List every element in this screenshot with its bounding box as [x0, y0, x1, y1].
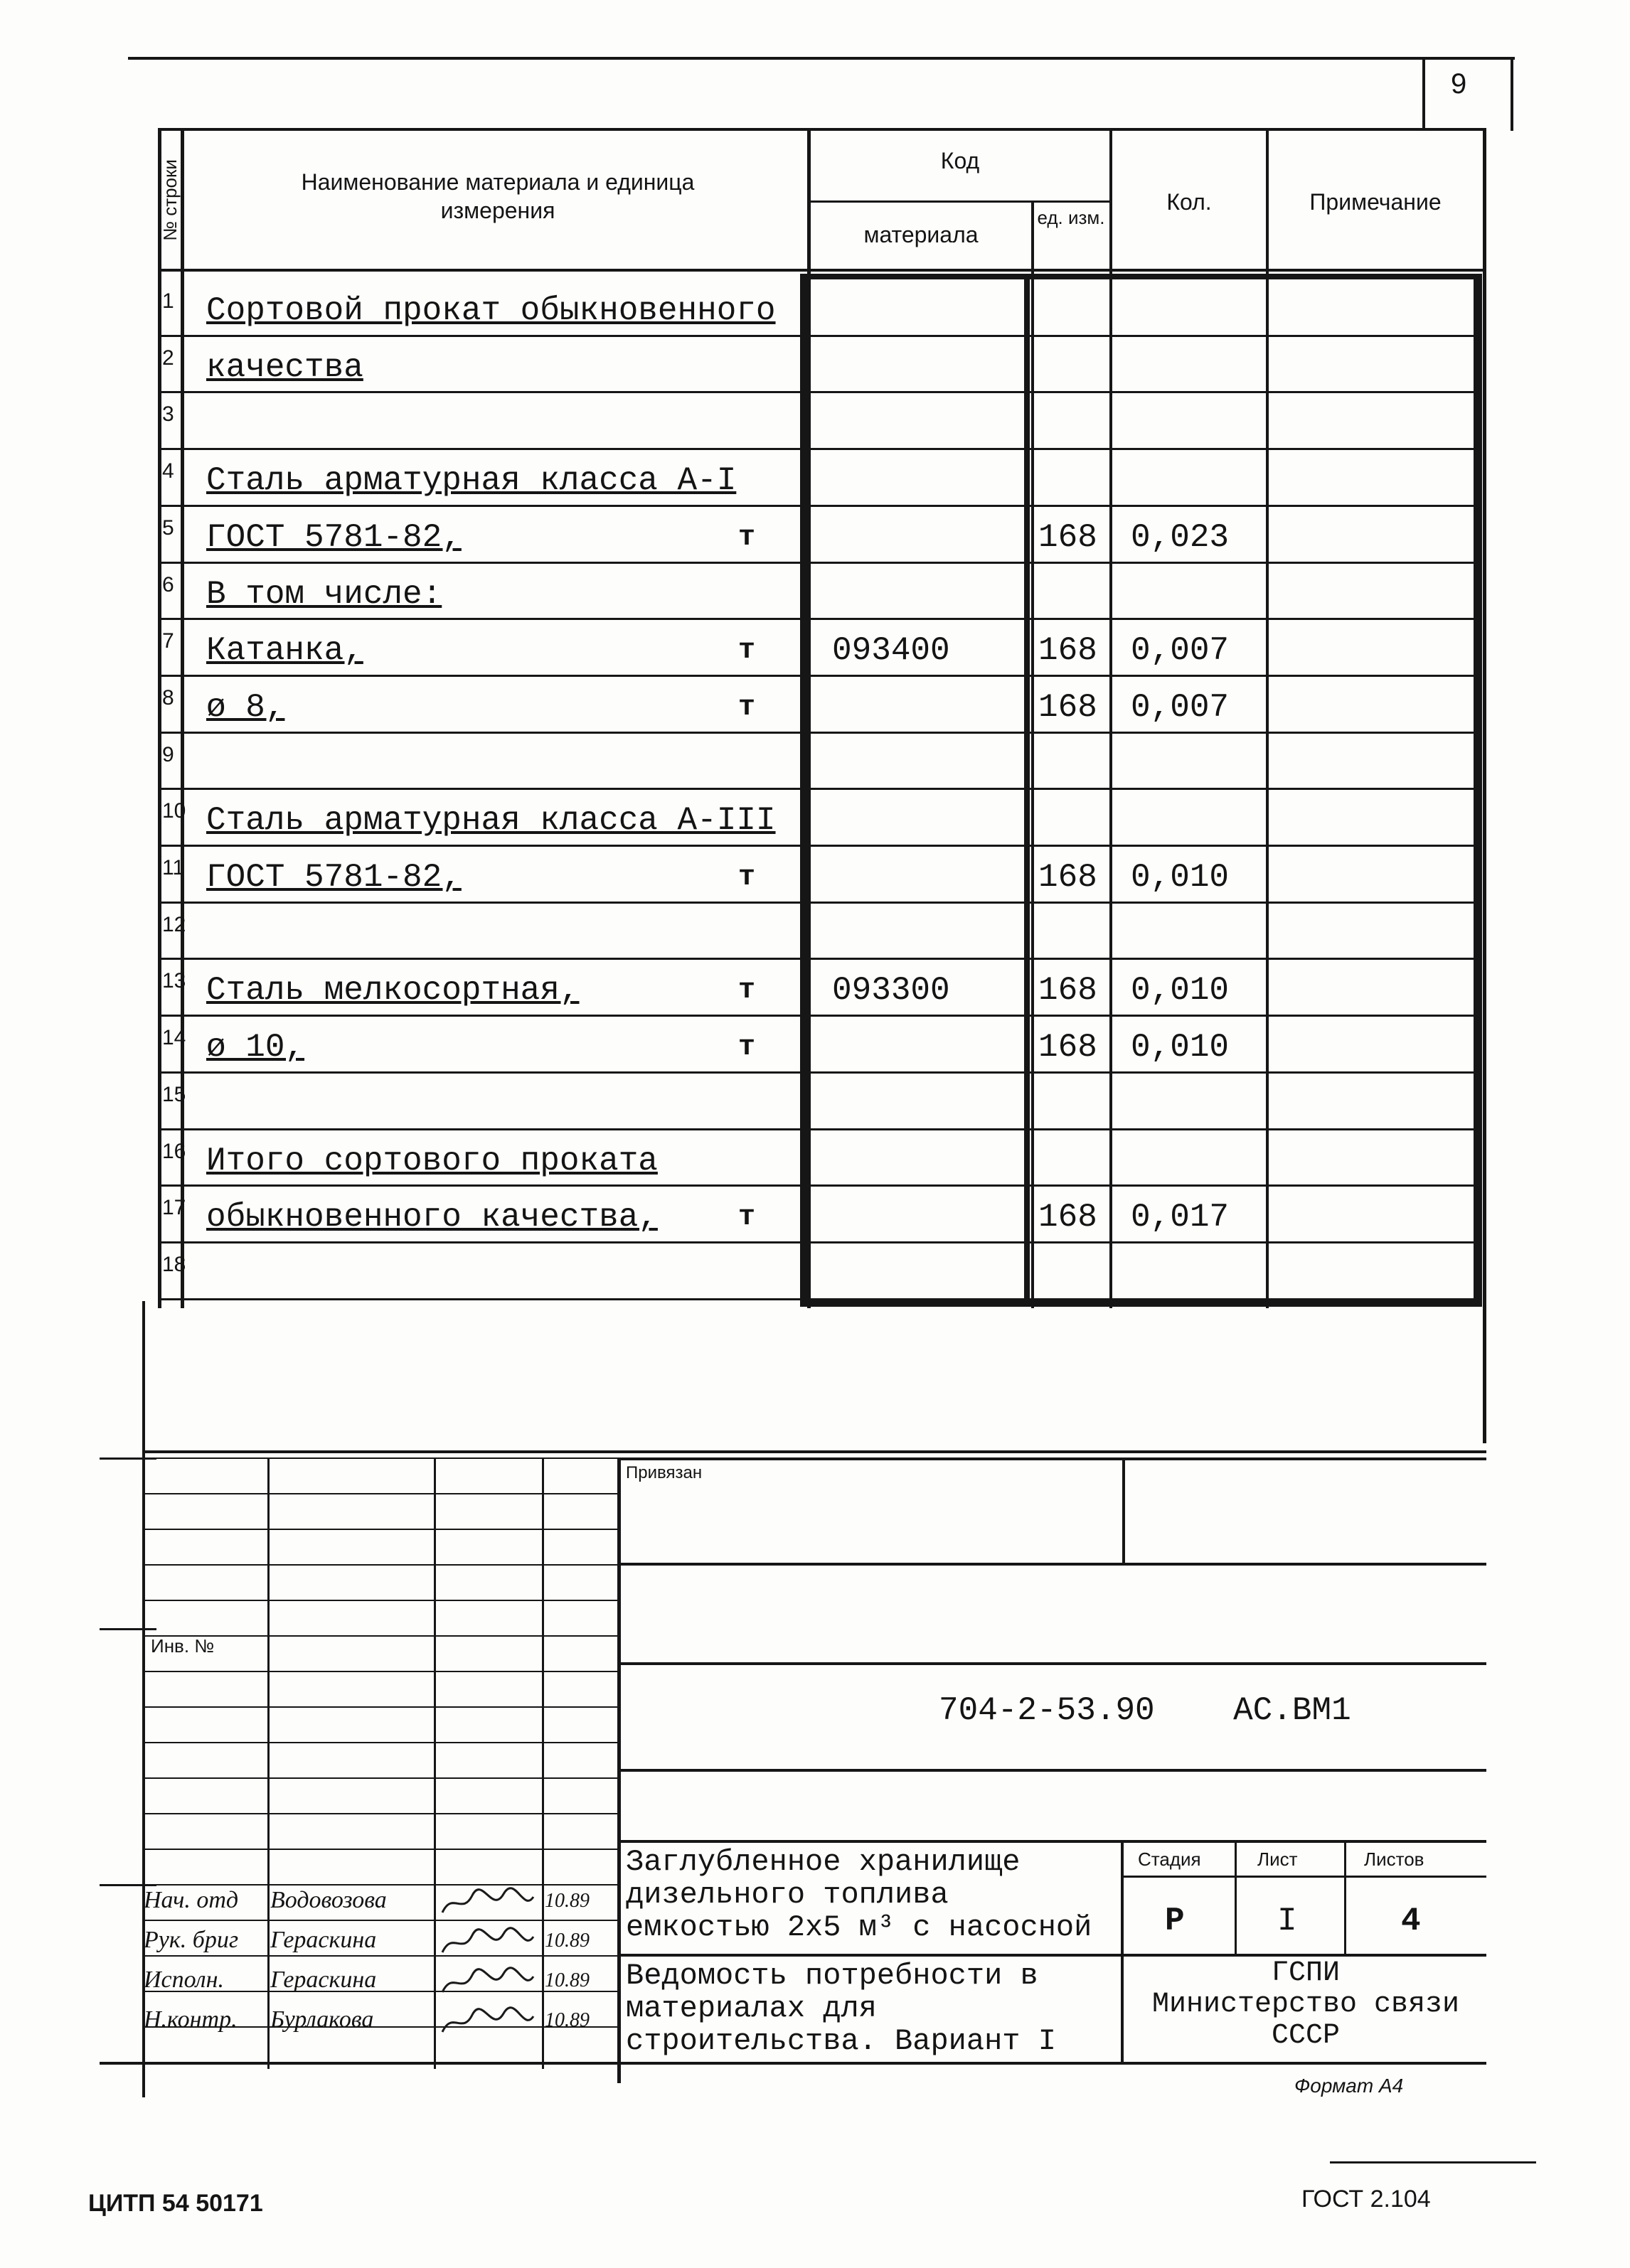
row-number-header [159, 131, 181, 269]
signer-name: Гераскина [270, 1927, 377, 1953]
row-number: 10 [162, 799, 186, 823]
material-unit: т [738, 975, 756, 1007]
quantity: 0,010 [1131, 1029, 1230, 1066]
row-divider [158, 448, 1479, 450]
stamp-row-line [142, 1849, 619, 1850]
signer-name: Гераскина [270, 1967, 377, 1993]
stamp-row-line [142, 1813, 619, 1814]
material-unit: т [738, 1032, 756, 1064]
stamp-row-line [142, 1706, 619, 1708]
row-divider [158, 788, 1479, 790]
material-unit: т [738, 635, 756, 667]
material-name: В том числе: [206, 576, 442, 613]
stage-value: Р [1165, 1903, 1185, 1940]
unit-code: 168 [1038, 1199, 1097, 1236]
material-name: Катанка, [206, 632, 363, 669]
material-name: ГОСТ 5781-82, [206, 859, 462, 896]
row-divider [158, 1184, 1479, 1187]
signer-date: 10.89 [545, 2009, 590, 2031]
row-number: 1 [162, 289, 174, 313]
privyazan-label: Привязан [626, 1463, 703, 1482]
material-code: 093300 [832, 972, 950, 1009]
material-name: Сталь мелкосортная, [206, 972, 580, 1009]
row-number: 15 [162, 1083, 186, 1106]
signature-mark [438, 1967, 538, 2003]
row-number: 2 [162, 346, 174, 370]
row-number: 13 [162, 969, 186, 993]
row-divider [158, 1128, 1479, 1130]
stamp-row-line [142, 1884, 619, 1885]
sheet-value: I [1277, 1903, 1297, 1940]
material-name: Сталь арматурная класса А-I [206, 462, 737, 499]
stamp-row-line [142, 1671, 619, 1672]
row-divider [158, 505, 1479, 507]
unit-code: 168 [1038, 689, 1097, 726]
organization-line-2: Министерство связи [1151, 1989, 1460, 2021]
quantity: 0,023 [1131, 519, 1230, 556]
row-number: 4 [162, 459, 174, 483]
row-divider [158, 618, 1479, 620]
quantity: 0,017 [1131, 1199, 1230, 1236]
material-unit: т [738, 1202, 756, 1234]
stamp-row-line [142, 1777, 619, 1779]
object-title-line-3: емкостью 2х5 м³ с насосной [626, 1910, 1092, 1945]
row-number: 18 [162, 1253, 186, 1276]
stage-label: Стадия [1138, 1849, 1201, 1870]
unit-code: 168 [1038, 859, 1097, 896]
stamp-row-line [142, 1493, 619, 1494]
row-number: 7 [162, 629, 174, 653]
organization-line-1: ГСПИ [1271, 1957, 1340, 1989]
row-divider [158, 675, 1479, 677]
signer-name: Водовозова [270, 1887, 387, 1913]
unit-code: 168 [1038, 1029, 1097, 1066]
sheets-label: Листов [1364, 1849, 1424, 1870]
signature-mark [438, 1927, 538, 1963]
unit-code-header: ед. изм. [1037, 207, 1105, 228]
signer-role: Рук. бриг [144, 1927, 239, 1953]
row-number: 11 [162, 856, 185, 879]
stamp-row-line [142, 1529, 619, 1530]
material-name: ø 8, [206, 689, 285, 726]
signer-date: 10.89 [545, 1969, 590, 1991]
signature-mark [438, 2006, 538, 2043]
sheet-title-line-2: материалах для [626, 1991, 877, 2026]
row-divider [158, 562, 1479, 564]
row-divider [158, 391, 1479, 393]
material-unit: т [738, 522, 756, 554]
material-name: обыкновенного качества, [206, 1199, 658, 1236]
material-unit: т [738, 692, 756, 724]
signer-date: 10.89 [545, 1930, 590, 1952]
material-name: Сортовой прокат обыкновенного [206, 292, 776, 329]
material-name: ø 10, [206, 1029, 305, 1066]
row-number: 17 [162, 1196, 186, 1219]
quantity: 0,007 [1131, 689, 1230, 726]
stamp-row-line [142, 1920, 619, 1921]
footer-left: ЦИТП 54 50171 [88, 2190, 263, 2217]
signer-role: Н.контр. [144, 2006, 238, 2033]
row-number: 8 [162, 686, 174, 710]
sheet-title-line-1: Ведомость потребности в [626, 1959, 1038, 1993]
signer-role: Нач. отд [144, 1887, 239, 1913]
stamp-row-line [142, 1564, 619, 1566]
note-header: Примечание [1309, 189, 1442, 215]
quantity: 0,007 [1131, 632, 1230, 669]
stamp-row-line [142, 1457, 619, 1459]
row-number: 16 [162, 1140, 186, 1163]
material-name: ГОСТ 5781-82, [206, 519, 462, 556]
row-number: 3 [162, 402, 174, 426]
row-number: 12 [162, 913, 186, 936]
signature-mark [438, 1887, 538, 1923]
stamp-row-line [142, 1600, 619, 1601]
quantity: 0,010 [1131, 972, 1230, 1009]
unit-code: 168 [1038, 519, 1097, 556]
row-number-header-label: № строки [159, 159, 181, 241]
signer-role: Исполн. [144, 1967, 224, 1993]
stamp-row-line [142, 1955, 619, 1957]
row-divider [158, 1298, 1479, 1300]
organization-line-3: СССР [1271, 2020, 1340, 2052]
row-divider [158, 958, 1479, 960]
row-divider [158, 335, 1479, 337]
sheets-value: 4 [1401, 1903, 1421, 1940]
quantity: 0,010 [1131, 859, 1230, 896]
object-title [626, 1846, 1092, 1944]
row-divider [158, 902, 1479, 904]
unit-code: 168 [1038, 632, 1097, 669]
row-number: 5 [162, 516, 174, 540]
unit-code: 168 [1038, 972, 1097, 1009]
material-name: качества [206, 349, 363, 386]
name-column-header: Наименование материала и единица измерения [301, 169, 695, 223]
row-divider [158, 1071, 1479, 1074]
sheet-title-line-3: строительства. Вариант I [626, 2024, 1056, 2058]
stamp-row-line [142, 1742, 619, 1743]
inventory-number-label: Инв. № [151, 1635, 215, 1657]
row-divider [158, 845, 1479, 847]
material-name: Сталь арматурная класса А-III [206, 802, 776, 839]
material-unit: т [738, 862, 756, 894]
sheet-title [626, 1959, 1056, 2058]
signer-name: Бурлакова [270, 2006, 374, 2033]
sheet-label: Лист [1257, 1849, 1298, 1870]
row-divider [158, 1015, 1479, 1017]
signer-date: 10.89 [545, 1890, 590, 1912]
code-column-header: Код [940, 148, 980, 173]
row-divider [158, 1241, 1479, 1243]
document-code: 704-2-53.90 АС.ВМ1 [939, 1692, 1351, 1729]
format-label: Формат А4 [1294, 2075, 1404, 2097]
material-code-header: материала [863, 222, 979, 247]
page-number: 9 [1451, 68, 1467, 100]
row-number: 14 [162, 1026, 186, 1049]
row-divider [158, 732, 1479, 734]
material-code: 093400 [832, 632, 950, 669]
row-number: 6 [162, 573, 174, 597]
row-number: 9 [162, 743, 174, 766]
object-title-line-1: Заглубленное хранилище [626, 1845, 1021, 1879]
footer-right: ГОСТ 2.104 [1301, 2186, 1431, 2213]
organization [1125, 1958, 1486, 2052]
object-title-line-2: дизельного топлива [626, 1878, 949, 1912]
material-name: Итого сортового проката [206, 1143, 658, 1180]
quantity-header: Кол. [1166, 189, 1212, 215]
